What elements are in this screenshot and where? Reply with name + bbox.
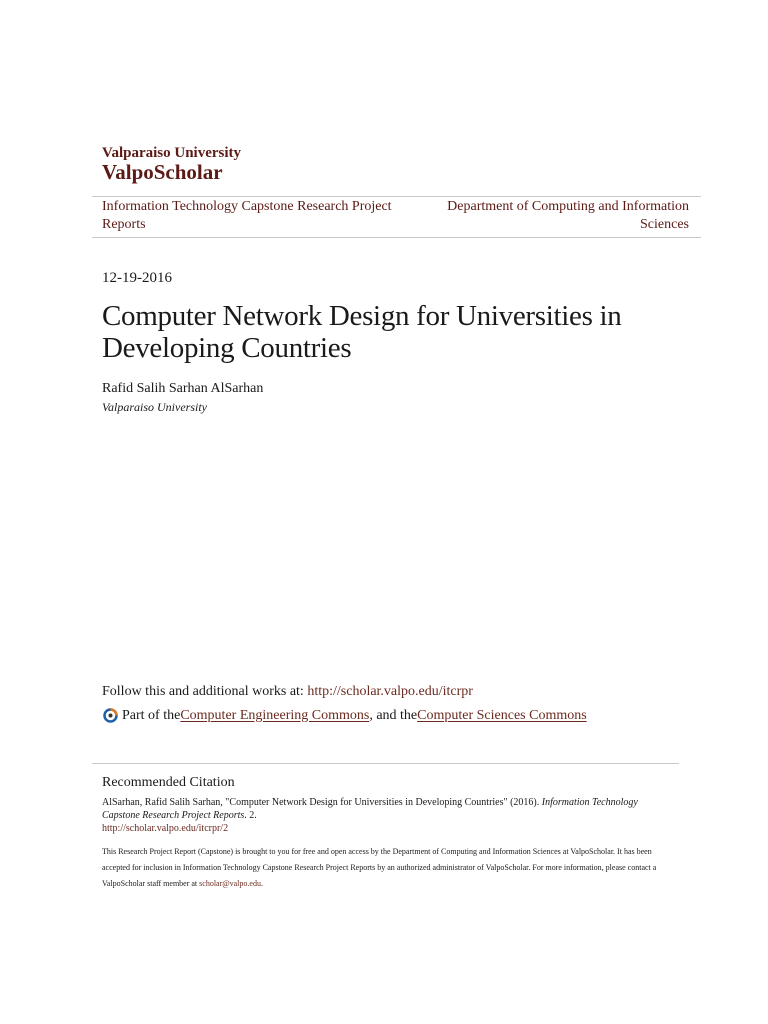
partof-line (102, 707, 587, 724)
university-name: Valparaiso University (102, 145, 242, 161)
follow-prefix: Follow this and additional works at: (102, 684, 308, 699)
author-name: Rafid Salih Sarhan AlSarhan (102, 381, 264, 396)
footer-text: This Research Project Report (Capstone) is brought to you for free and open access by the Department of Computing and Information Sciences at ValpoScholar. It has been accepted for inclusion in Information Technology Capstone Research Project Reports by an authorized administrator of ValpoScholar. For more information, please contact a ValpoScholar staff member at (102, 847, 657, 888)
follow-line (102, 684, 473, 700)
partof-mid: , and the (369, 707, 418, 723)
collection-url-link[interactable]: http://scholar.valpo.edu/itcrpr (307, 684, 473, 699)
citation-text: AlSarhan, Rafid Salih Sarhan, "Computer Network Design for Universities in Developing Countries" (2016). (102, 797, 542, 808)
citation-heading: Recommended Citation (102, 775, 235, 790)
author-affiliation: Valparaiso University (102, 400, 207, 414)
network-icon (102, 707, 119, 724)
repository-name[interactable]: ValpoScholar (102, 160, 223, 184)
citation-divider (92, 763, 679, 764)
header-divider (92, 237, 701, 238)
footer-notice (102, 844, 677, 892)
citation-body (102, 796, 677, 835)
citation-journal: Information Technology Capstone Research Project Reports (102, 797, 638, 821)
publication-date: 12-19-2016 (102, 270, 172, 286)
computer-engineering-commons-link[interactable]: Computer Engineering Commons (180, 707, 370, 723)
top-divider (92, 196, 701, 197)
collection-link[interactable]: Information Technology Capstone Research Project Reports (102, 199, 392, 232)
paper-title: Computer Network Design for Universities in Developing Countries (102, 300, 622, 364)
footer-end: . (260, 879, 263, 888)
partof-prefix: Part of the (122, 707, 181, 723)
citation-number: . 2. (244, 810, 257, 821)
contact-email-link[interactable]: scholar@valpo.edu (199, 879, 261, 888)
computer-sciences-commons-link[interactable]: Computer Sciences Commons (417, 707, 587, 723)
citation-url-link[interactable]: http://scholar.valpo.edu/itcrpr/2 (102, 823, 229, 834)
department-link[interactable]: Department of Computing and Information Sciences (447, 199, 689, 232)
